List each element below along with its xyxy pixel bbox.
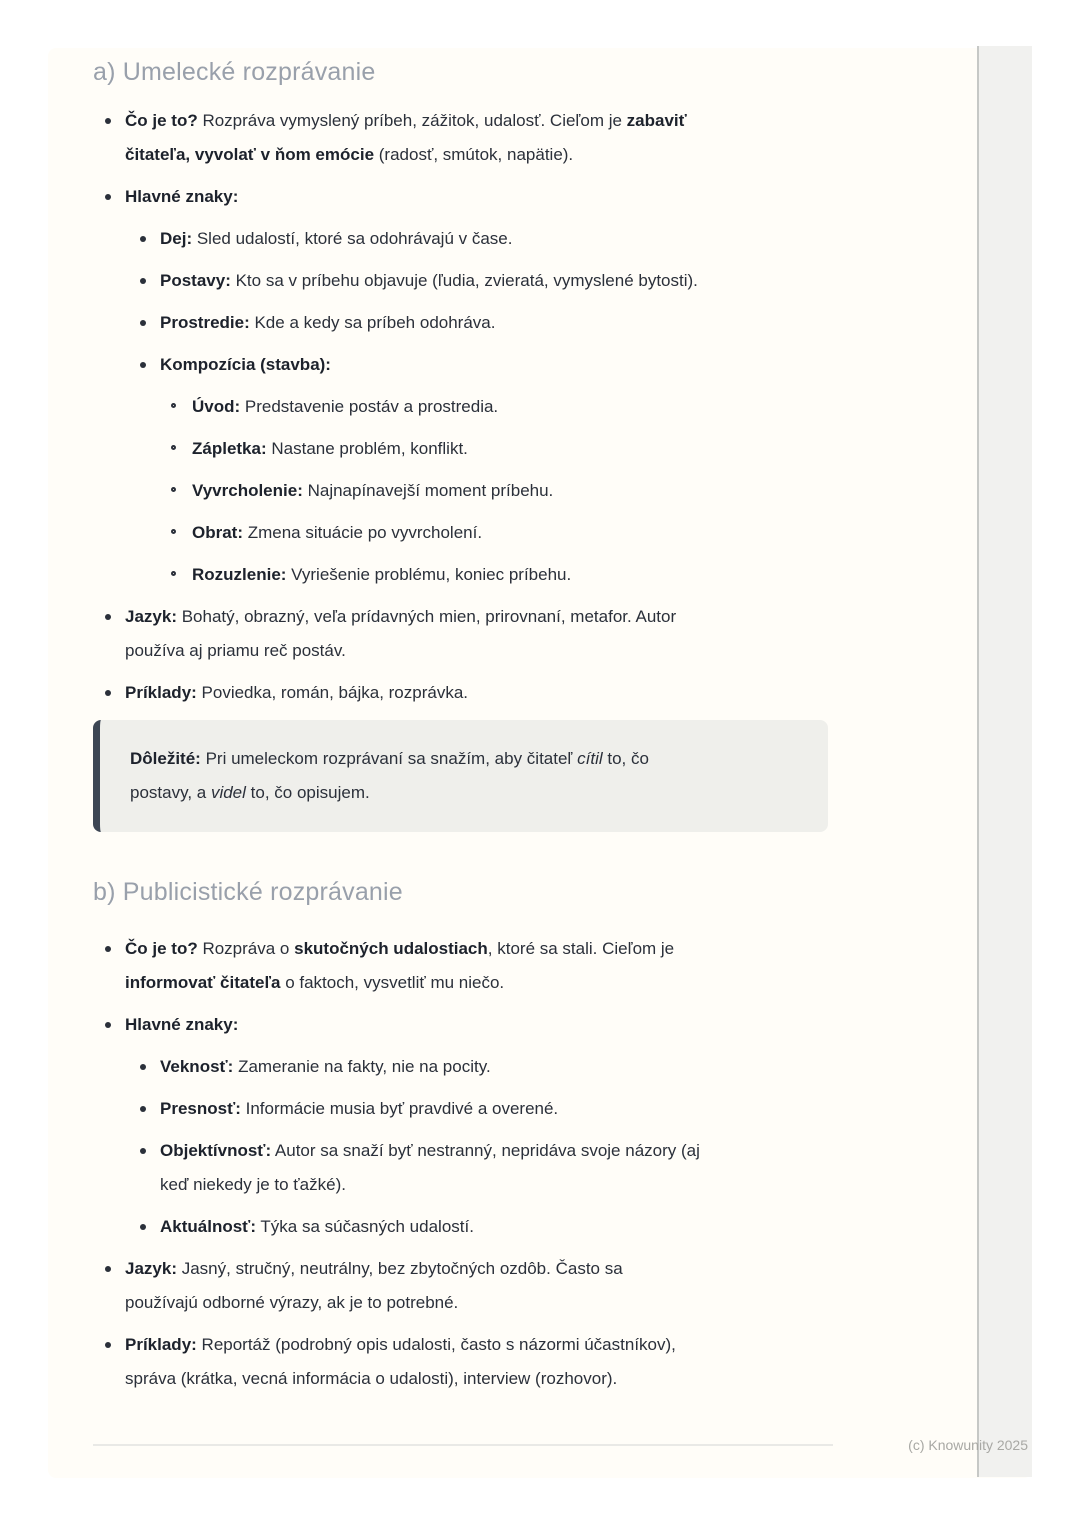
text: používa aj priamu reč postáv. [125, 641, 346, 660]
list-item-vecnost [125, 1050, 838, 1084]
text: Poviedka, román, bájka, rozprávka. [196, 683, 468, 702]
important-callout [93, 720, 828, 832]
term: Dej: [160, 229, 193, 248]
bullet-circle-icon [171, 403, 176, 408]
text: Autor sa snaží byť nestranný, nepridáva svoje názory (aj [271, 1141, 700, 1160]
term: Príklady: [125, 683, 197, 702]
bullet-dot-icon [140, 236, 146, 242]
section-b-features-list [125, 1050, 838, 1244]
list-item-presnost [125, 1092, 838, 1126]
bullet-dot-icon [140, 1224, 146, 1230]
term: Presnosť: [160, 1099, 241, 1118]
list-item-what-b [93, 932, 838, 1000]
text: Nastane problém, konflikt. [266, 439, 468, 458]
list-item-what-a [93, 104, 838, 172]
term: Dôležité: [130, 749, 201, 768]
term: Hlavné znaky: [125, 187, 239, 206]
section-b-heading: b) Publicistické rozprávanie [93, 878, 403, 906]
list-item-features-b [93, 1008, 838, 1244]
text: Kto sa v príbehu objavuje (ľudia, zvieratá, vymyslené bytosti). [230, 271, 698, 290]
list-item-jazyk-b [93, 1252, 838, 1320]
text: Rozpráva vymyslený príbeh, zážitok, udalosť. Cieľom je [197, 111, 627, 130]
text: o faktoch, vysvetliť mu niečo. [280, 973, 505, 992]
text: Týka sa súčasných udalostí. [255, 1217, 474, 1236]
text-bold: zabaviť [626, 111, 687, 130]
text: to, čo [602, 749, 649, 768]
bullet-dot-icon [105, 1266, 111, 1272]
bullet-dot-icon [105, 614, 111, 620]
term: Čo je to? [125, 111, 198, 130]
list-item-uvod [160, 390, 838, 424]
term: Rozuzlenie: [192, 565, 287, 584]
term: Veknosť: [160, 1057, 234, 1076]
list-item-aktualnost [125, 1210, 838, 1244]
bullet-dot-icon [105, 1022, 111, 1028]
list-item-features-a [93, 180, 838, 592]
bullet-dot-icon [140, 320, 146, 326]
list-item-rozuzlenie [160, 558, 838, 592]
section-a-features-list [125, 222, 838, 592]
list-item-vyvrcholenie [160, 474, 838, 508]
text: Bohatý, obrazný, veľa prídavných mien, prirovnaní, metafor. Autor [176, 607, 677, 626]
section-a-list [93, 104, 838, 710]
bullet-dot-icon [105, 194, 111, 200]
text: Informácie musia byť pravdivé a overené. [240, 1099, 559, 1118]
bullet-dot-icon [140, 1106, 146, 1112]
bullet-dot-icon [140, 362, 146, 368]
text-bold: skutočných udalostiach [294, 939, 488, 958]
bullet-dot-icon [105, 1342, 111, 1348]
text: používajú odborné výrazy, ak je to potrebné. [125, 1293, 459, 1312]
callout-text [130, 742, 814, 810]
list-item-dej [125, 222, 838, 256]
text: , ktoré sa stali. Cieľom je [487, 939, 675, 958]
term: Zápletka: [192, 439, 267, 458]
document-content [48, 48, 838, 1396]
bullet-dot-icon [105, 946, 111, 952]
term: Kompozícia (stavba): [160, 355, 331, 374]
text: Najnapínavejší moment príbehu. [302, 481, 554, 500]
bullet-dot-icon [140, 278, 146, 284]
text: postavy, a [130, 783, 211, 802]
list-item-jazyk-a [93, 600, 838, 668]
bullet-dot-icon [105, 690, 111, 696]
document-page [48, 48, 1032, 1478]
text: Sled udalostí, ktoré sa odohrávajú v čase. [192, 229, 513, 248]
footer-divider [93, 1444, 833, 1446]
term: Obrat: [192, 523, 243, 542]
text: Kde a kedy sa príbeh odohráva. [249, 313, 496, 332]
text: to, čo opisujem. [245, 783, 370, 802]
text: Zameranie na fakty, nie na pocity. [233, 1057, 491, 1076]
list-item-zapletka [160, 432, 838, 466]
term: Objektívnosť: [160, 1141, 272, 1160]
bullet-dot-icon [105, 118, 111, 124]
list-item-obrat [160, 516, 838, 550]
term: Aktuálnosť: [160, 1217, 256, 1236]
term: Úvod: [192, 397, 241, 416]
list-item-postavy [125, 264, 838, 298]
text-bold: čitateľa, vyvolať v ňom emócie [125, 145, 375, 164]
section-b-list [93, 932, 838, 1396]
bullet-dot-icon [140, 1064, 146, 1070]
section-a-heading: a) Umelecké rozprávanie [93, 58, 376, 86]
copyright-text: (c) Knowunity 2025 [908, 1437, 1028, 1453]
text-bold: informovať čitateľa [125, 973, 281, 992]
bullet-circle-icon [171, 487, 176, 492]
text: Rozpráva o [197, 939, 295, 958]
list-item-priklady-b [93, 1328, 838, 1396]
term: Vyvrcholenie: [192, 481, 303, 500]
text: Reportáž (podrobný opis udalosti, často s názormi účastníkov), [196, 1335, 676, 1354]
term: Postavy: [160, 271, 231, 290]
text: Zmena situácie po vyvrcholení. [243, 523, 483, 542]
list-item-kompozicia [125, 348, 838, 592]
bullet-circle-icon [171, 529, 176, 534]
text: keď niekedy je to ťažké). [160, 1175, 346, 1194]
text: (radosť, smútok, napätie). [374, 145, 574, 164]
text: Vyriešenie problému, koniec príbehu. [286, 565, 572, 584]
kompozicia-list [160, 390, 838, 592]
term: Príklady: [125, 1335, 197, 1354]
scrollbar-track[interactable] [977, 46, 1032, 1477]
text: Predstavenie postáv a prostredia. [240, 397, 499, 416]
list-item-priklady-a [93, 676, 838, 710]
term: Hlavné znaky: [125, 1015, 239, 1034]
bullet-dot-icon [140, 1148, 146, 1154]
term: Čo je to? [125, 939, 198, 958]
term: Jazyk: [125, 1259, 177, 1278]
text: správa (krátka, vecná informácia o udalosti), interview (rozhovor). [125, 1369, 618, 1388]
list-item-prostredie [125, 306, 838, 340]
list-item-objektivnost [125, 1134, 838, 1202]
term: Jazyk: [125, 607, 177, 626]
text: Jasný, stručný, neutrálny, bez zbytočných ozdôb. Často sa [176, 1259, 623, 1278]
bullet-circle-icon [171, 571, 176, 576]
text-italic: cítil [577, 749, 603, 768]
text-italic: videl [210, 783, 246, 802]
bullet-circle-icon [171, 445, 176, 450]
text: Pri umeleckom rozprávaní sa snažím, aby čitateľ [200, 749, 578, 768]
term: Prostredie: [160, 313, 250, 332]
